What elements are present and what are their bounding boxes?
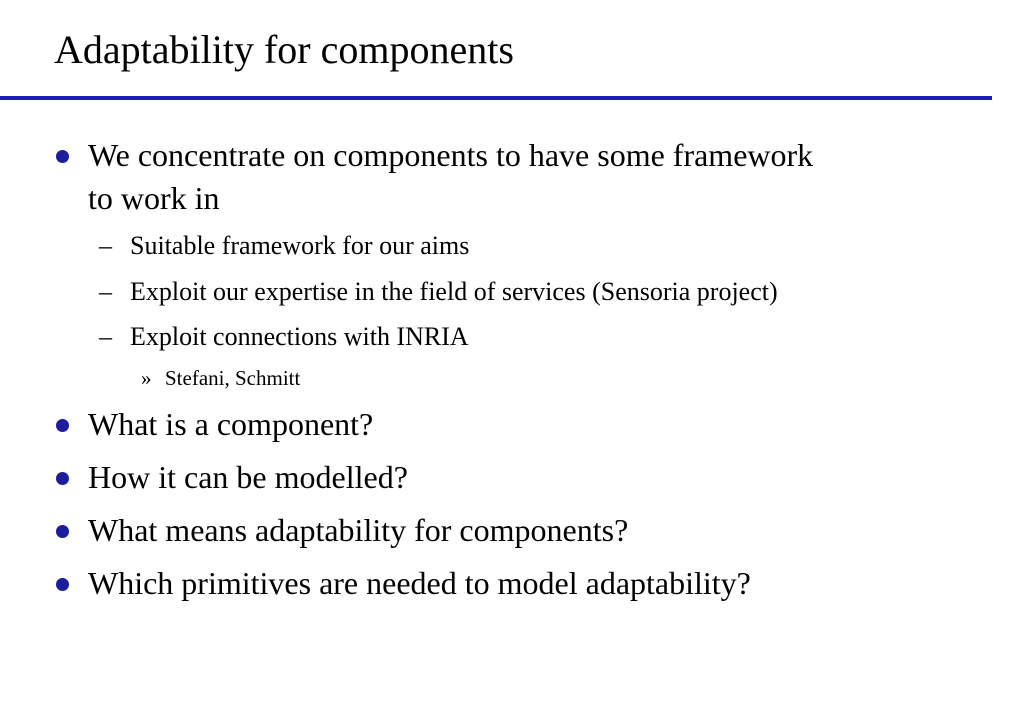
sub-bullet-3: Exploit connections with INRIA (130, 322, 469, 351)
sub-bullet-1-dash: – (99, 231, 112, 260)
bullet-dot-3 (56, 472, 69, 485)
bullet-5: Which primitives are needed to model adaptability? (88, 565, 751, 601)
sub-sub-bullet-marker: » (141, 366, 152, 390)
bullet-dot-1 (56, 150, 69, 163)
bullet-2: What is a component? (88, 406, 374, 442)
bullet-1-line-1: We concentrate on components to have some framework (88, 137, 814, 173)
sub-bullet-3-dash: – (99, 322, 112, 351)
bullet-1-line-2: to work in (88, 180, 220, 216)
bullet-dot-5 (56, 578, 69, 591)
bullet-3: How it can be modelled? (88, 459, 408, 495)
bullet-dot-4 (56, 525, 69, 538)
sub-bullet-2: Exploit our expertise in the field of services (Sensoria project) (130, 277, 778, 306)
sub-bullet-1: Suitable framework for our aims (130, 231, 470, 260)
sub-bullet-2-dash: – (99, 277, 112, 306)
slide-title: Adaptability for components (54, 27, 514, 72)
bullet-dot-2 (56, 419, 69, 432)
sub-sub-bullet-1: Stefani, Schmitt (165, 366, 301, 390)
bullet-4: What means adaptability for components? (88, 512, 629, 548)
